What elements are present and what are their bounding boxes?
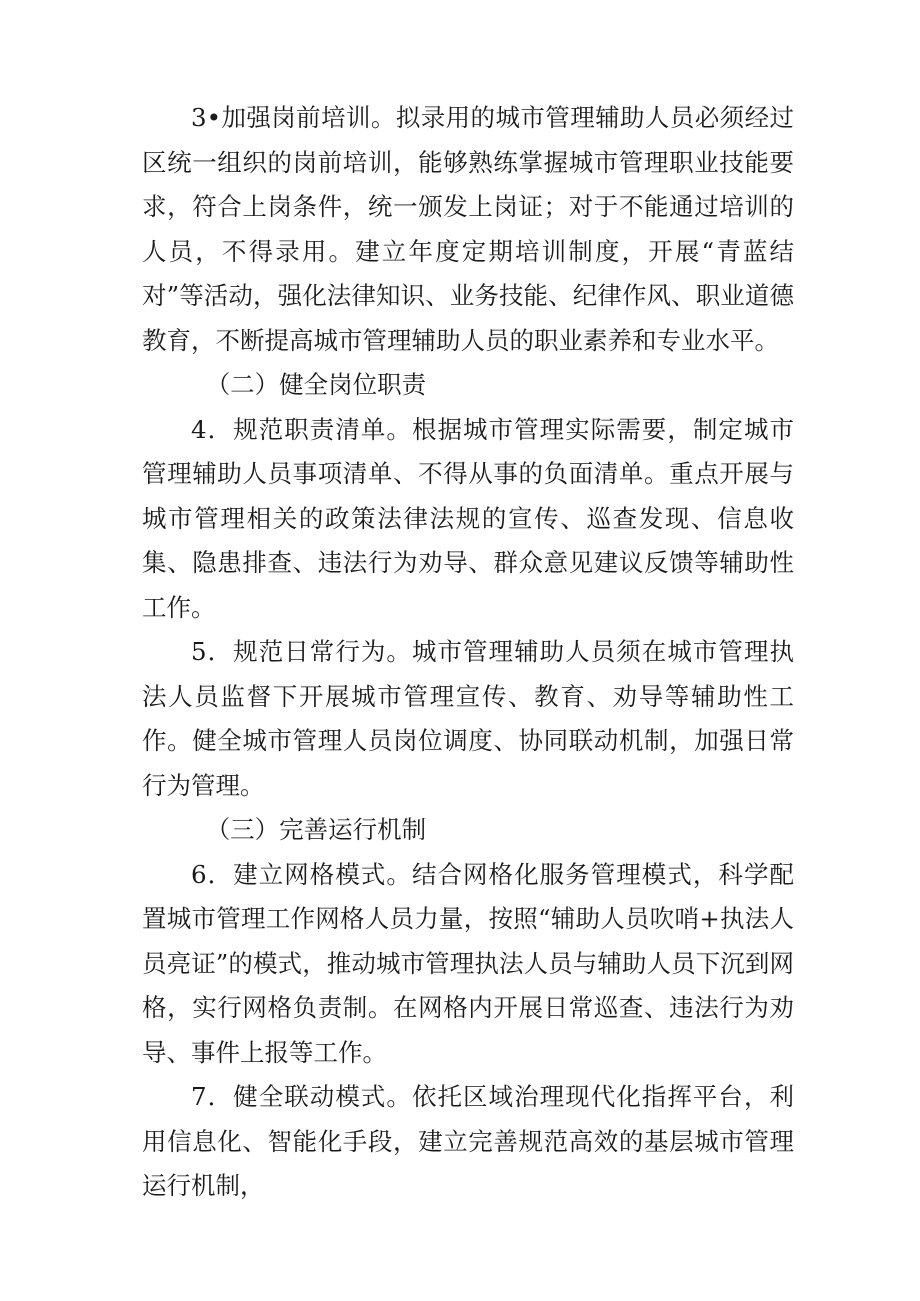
section-heading-job-duties: （二）健全岗位职责 <box>205 370 427 399</box>
section-heading-operation-mechanism: （三）完善运行机制 <box>205 815 427 844</box>
paragraph-daily-conduct: 5．规范日常行为。城市管理辅助人员须在城市管理执法人员监督下开展城市管理宣传、教育、劝导等辅助性工作。健全城市管理人员岗位调度、协同联动机制，加强日常行为管理。 <box>142 637 794 800</box>
paragraph-grid-mode: 6．建立网格模式。结合网格化服务管理模式，科学配置城市管理工作网格人员力量，按照“辅助人员吹哨+执法人员亮证”的模式，推动城市管理执法人员与辅助人员下沉到网格，实行网格负责制。在网格内开展日常巡查、违法行为劝导、事件上报等工作。 <box>142 859 794 1067</box>
paragraph-duty-list: 4．规范职责清单。根据城市管理实际需要，制定城市管理辅助人员事项清单、不得从事的负面清单。重点开展与城市管理相关的政策法律法规的宣传、巡查发现、信息收集、隐患排查、违法行为劝导、群众意见建议反馈等辅助性工作。 <box>142 414 794 622</box>
paragraph-pre-job-training: 3•加强岗前培训。拟录用的城市管理辅助人员必须经过区统一组织的岗前培训，能够熟练掌握城市管理职业技能要求，符合上岗条件，统一颁发上岗证；对于不能通过培训的人员，不得录用。建立年度定期培训制度，开展“青蓝结对”等活动，强化法律知识、业务技能、纪律作风、职业道德教育，不断提高城市管理辅助人员的职业素养和专业水平。 <box>142 103 794 355</box>
paragraph-linkage-mode: 7．健全联动模式。依托区域治理现代化指挥平台，利用信息化、智能化手段，建立完善规范高效的基层城市管理运行机制， <box>142 1082 794 1200</box>
document-page <box>142 96 794 1209</box>
